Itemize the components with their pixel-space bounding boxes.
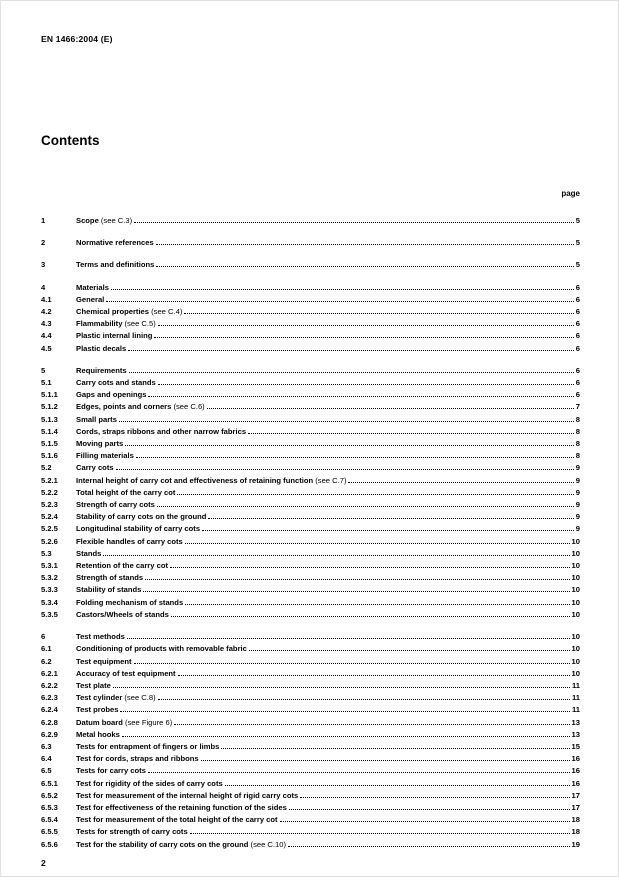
toc-entry-note: (see C.10) xyxy=(248,839,286,849)
toc-entry-number: 4 xyxy=(41,282,46,292)
toc-entry-page: 6 xyxy=(575,343,580,353)
toc-leader-dots xyxy=(154,336,573,338)
toc-entry-title: Accuracy of test equipment xyxy=(76,668,176,678)
toc-entry-page: 10 xyxy=(571,668,580,678)
toc-entry-row[interactable] xyxy=(41,377,580,389)
toc-entry-page: 10 xyxy=(571,597,580,607)
toc-leader-dots xyxy=(145,578,569,580)
toc-entry-page: 6 xyxy=(575,365,580,375)
toc-entry-row[interactable] xyxy=(41,330,580,342)
toc-entry-title: Plastic internal lining xyxy=(76,331,153,341)
toc-leader-dots xyxy=(156,243,574,245)
toc-leader-dots xyxy=(122,735,570,737)
toc-entry-number: 4.1 xyxy=(41,294,52,304)
toc-entry-title: Filling materials xyxy=(76,451,134,461)
toc-entry-row[interactable] xyxy=(41,462,580,474)
toc-entry-number: 4.5 xyxy=(41,343,52,353)
toc-entry-number: 1 xyxy=(41,216,46,225)
toc-entry-title: Retention of the carry cot xyxy=(76,561,168,571)
toc-entry-number: 6.3 xyxy=(41,741,52,751)
toc-entry-row[interactable] xyxy=(41,487,580,499)
toc-entry-page: 11 xyxy=(571,705,580,715)
toc-entry-number: 5.3.4 xyxy=(41,597,58,607)
toc-entry-page: 13 xyxy=(571,717,580,727)
toc-entry-page: 10 xyxy=(571,536,580,546)
toc-entry-page: 8 xyxy=(575,451,580,461)
toc-entry-title: Conditioning of products with removable fabric xyxy=(76,644,247,654)
toc-entry-title: Stands xyxy=(76,548,102,558)
toc-leader-dots xyxy=(158,698,570,700)
contents-heading: Contents xyxy=(41,133,100,148)
toc-entry-title: General xyxy=(76,294,105,304)
toc-leader-dots xyxy=(348,481,573,483)
toc-leader-dots xyxy=(120,710,569,712)
toc-entry-row[interactable] xyxy=(41,753,580,765)
toc-entry-title: Stability of stands xyxy=(76,585,142,595)
toc-leader-dots xyxy=(280,820,570,822)
toc-entry-page: 6 xyxy=(575,378,580,388)
toc-entry-page: 10 xyxy=(571,585,580,595)
toc-entry-row[interactable] xyxy=(41,426,580,438)
toc-leader-dots xyxy=(157,505,574,507)
toc-entry-title: Flexible handles of carry cots xyxy=(76,536,183,546)
toc-entry-number: 6.1 xyxy=(41,644,52,654)
toc-entry-row[interactable] xyxy=(41,438,580,450)
toc-leader-dots xyxy=(289,808,570,810)
toc-leader-dots xyxy=(127,637,570,639)
toc-entry-page: 9 xyxy=(575,500,580,510)
toc-leader-dots xyxy=(148,395,573,397)
toc-entry-title: Test for cords, straps and ribbons xyxy=(76,754,199,764)
toc-entry-title: Plastic decals xyxy=(76,343,127,353)
toc-leader-dots xyxy=(185,603,569,605)
toc-entry-page: 6 xyxy=(575,319,580,329)
toc-entry-number: 5.2.4 xyxy=(41,512,58,522)
toc-leader-dots xyxy=(156,265,573,267)
toc-leader-dots xyxy=(248,432,574,434)
toc-entry-title: Carry cots xyxy=(76,463,114,473)
toc-entry-row[interactable] xyxy=(41,237,580,249)
toc-entry-page: 18 xyxy=(571,827,580,837)
toc-entry-number: 6.5.6 xyxy=(41,839,58,849)
toc-leader-dots xyxy=(158,383,574,385)
toc-entry-page: 10 xyxy=(571,609,580,619)
toc-entry-row[interactable] xyxy=(41,814,580,826)
toc-entry-number: 5.2 xyxy=(41,463,52,473)
toc-entry-row[interactable] xyxy=(41,215,580,227)
toc-entry-row[interactable] xyxy=(41,548,580,560)
toc-leader-dots xyxy=(116,468,574,470)
toc-entry-number: 5.1 xyxy=(41,378,52,388)
toc-entry-row[interactable] xyxy=(41,523,580,535)
toc-leader-dots xyxy=(125,444,574,446)
toc-entry-page: 8 xyxy=(575,426,580,436)
toc-entry-row[interactable] xyxy=(41,631,580,643)
document-identifier: EN 1466:2004 (E) xyxy=(41,34,113,44)
toc-entry-note: (see C.7) xyxy=(313,475,347,485)
toc-entry-row[interactable] xyxy=(41,572,580,584)
toc-entry-number: 5.2.1 xyxy=(41,475,58,485)
toc-entry-row[interactable] xyxy=(41,343,580,355)
toc-entry-number: 6.4 xyxy=(41,754,52,764)
toc-entry-title: Test for measurement of the total height of the carry cot xyxy=(76,815,278,825)
toc-leader-dots xyxy=(111,288,574,290)
toc-entry-page: 11 xyxy=(571,680,580,690)
toc-entry-number: 5.1.4 xyxy=(41,426,58,436)
toc-entry-number: 5.2.3 xyxy=(41,500,58,510)
toc-entry-number: 6.2.1 xyxy=(41,668,58,678)
toc-entry-row[interactable] xyxy=(41,475,580,487)
footer-page-number: 2 xyxy=(41,858,46,868)
toc-leader-dots xyxy=(158,324,574,326)
toc-entry-title: Edges, points and corners xyxy=(76,402,172,412)
toc-entry-page: 18 xyxy=(571,815,580,825)
toc-entry-title: Test equipment xyxy=(76,656,132,666)
toc-entry-row[interactable] xyxy=(41,536,580,548)
toc-entry-page: 16 xyxy=(571,754,580,764)
toc-entry-row[interactable] xyxy=(41,680,580,692)
toc-entry-title: Stability of carry cots on the ground xyxy=(76,512,207,522)
toc-leader-dots xyxy=(184,312,573,314)
toc-entry-title: Materials xyxy=(76,282,109,292)
toc-entry-page: 10 xyxy=(571,644,580,654)
toc-entry-title: Cords, straps ribbons and other narrow fabrics xyxy=(76,426,247,436)
toc-entry-row[interactable] xyxy=(41,765,580,777)
toc-entry-page: 9 xyxy=(575,463,580,473)
toc-entry-title: Small parts xyxy=(76,414,117,424)
toc-entry-row[interactable] xyxy=(41,802,580,814)
toc-entry-title: Scope xyxy=(76,216,99,225)
toc-entry-page: 10 xyxy=(571,656,580,666)
toc-entry-row[interactable] xyxy=(41,294,580,306)
toc-entry-page: 9 xyxy=(575,512,580,522)
toc-entry-title: Test plate xyxy=(76,680,111,690)
toc-entry-page: 19 xyxy=(571,839,580,849)
toc-entry-page: 6 xyxy=(575,282,580,292)
toc-entry-row[interactable] xyxy=(41,839,580,851)
toc-entry-page: 9 xyxy=(575,487,580,497)
toc-entry-number: 5 xyxy=(41,365,46,375)
toc-leader-dots xyxy=(119,420,574,422)
toc-leader-dots xyxy=(208,517,573,519)
toc-leader-dots xyxy=(185,542,570,544)
toc-entry-title: Folding mechanism of stands xyxy=(76,597,184,607)
toc-leader-dots xyxy=(171,615,570,617)
toc-entry-title: Tests for entrapment of fingers or limbs xyxy=(76,741,220,751)
toc-entry-title: Flammability xyxy=(76,319,123,329)
page-column-label: page xyxy=(561,189,580,198)
toc-entry-title: Test for the stability of carry cots on the ground xyxy=(76,839,249,849)
toc-entry-row[interactable] xyxy=(41,282,580,294)
toc-entry-page: 17 xyxy=(571,790,580,800)
toc-entry-number: 5.2.5 xyxy=(41,524,58,534)
toc-entry-number: 6.2.2 xyxy=(41,680,58,690)
toc-entry-page: 10 xyxy=(571,573,580,583)
toc-entry-row[interactable] xyxy=(41,656,580,668)
toc-entry-page: 5 xyxy=(575,216,580,225)
toc-entry-page: 10 xyxy=(571,561,580,571)
toc-entry-page: 8 xyxy=(575,414,580,424)
toc-entry-row[interactable] xyxy=(41,778,580,790)
toc-entry-row[interactable] xyxy=(41,584,580,596)
toc-entry-row[interactable] xyxy=(41,643,580,655)
toc-entry-row[interactable] xyxy=(41,741,580,753)
toc-leader-dots xyxy=(148,771,570,773)
toc-entry-row[interactable] xyxy=(41,729,580,741)
toc-entry-row[interactable] xyxy=(41,790,580,802)
toc-leader-dots xyxy=(113,686,570,688)
toc-entry-number: 6.5 xyxy=(41,766,52,776)
toc-entry-title: Strength of carry cots xyxy=(76,500,155,510)
toc-leader-dots xyxy=(201,759,570,761)
toc-leader-dots xyxy=(134,662,570,664)
toc-entry-page: 5 xyxy=(575,260,580,270)
toc-entry-row[interactable] xyxy=(41,450,580,462)
toc-entry-page: 5 xyxy=(575,238,580,248)
toc-entry-row[interactable] xyxy=(41,365,580,377)
toc-entry-title: Test cylinder xyxy=(76,693,123,703)
toc-entry-number: 6.2.3 xyxy=(41,693,58,703)
toc-entry-page: 6 xyxy=(575,294,580,304)
toc-leader-dots xyxy=(225,784,570,786)
toc-leader-dots xyxy=(300,796,569,798)
toc-leader-dots xyxy=(249,649,570,651)
toc-entry-page: 17 xyxy=(571,802,580,812)
toc-leader-dots xyxy=(129,371,574,373)
toc-entry-number: 6.5.5 xyxy=(41,827,58,837)
toc-entry-title: Test for rigidity of the sides of carry cots xyxy=(76,778,223,788)
toc-entry-row[interactable] xyxy=(41,609,580,621)
toc-entry-number: 5.1.5 xyxy=(41,439,58,449)
toc-entry-number: 4.2 xyxy=(41,307,52,317)
toc-entry-number: 3 xyxy=(41,260,46,270)
toc-entry-number: 5.1.2 xyxy=(41,402,58,412)
toc-entry-row[interactable] xyxy=(41,704,580,716)
toc-entry-row[interactable] xyxy=(41,826,580,838)
toc-leader-dots xyxy=(143,590,569,592)
toc-entry-row[interactable] xyxy=(41,668,580,680)
toc-entry-number: 6.2.9 xyxy=(41,729,58,739)
toc-leader-dots xyxy=(190,832,570,834)
toc-entry-page: 10 xyxy=(571,632,580,642)
toc-entry-number: 5.2.2 xyxy=(41,487,58,497)
toc-entry-title: Strength of stands xyxy=(76,573,144,583)
toc-entry-number: 6.2.8 xyxy=(41,717,58,727)
toc-entry-title: Datum board xyxy=(76,717,123,727)
toc-entry-row[interactable] xyxy=(41,318,580,330)
toc-entry-page: 10 xyxy=(571,548,580,558)
toc-entry-page: 11 xyxy=(571,693,580,703)
toc-entry-note: (see Figure 6) xyxy=(122,717,173,727)
toc-entry-title: Terms and definitions xyxy=(76,260,155,270)
toc-leader-dots xyxy=(128,349,574,351)
toc-entry-title: Carry cots and stands xyxy=(76,378,156,388)
toc-entry-page: 6 xyxy=(575,331,580,341)
toc-entry-page: 13 xyxy=(571,729,580,739)
toc-entry-page: 16 xyxy=(571,778,580,788)
toc-entry-note: (see C.5) xyxy=(122,319,156,329)
toc-entry-row[interactable] xyxy=(41,597,580,609)
toc-entry-row[interactable] xyxy=(41,259,580,271)
toc-entry-number: 5.2.6 xyxy=(41,536,58,546)
toc-entry-title: Longitudinal stability of carry cots xyxy=(76,524,201,534)
toc-entry-number: 5.3.5 xyxy=(41,609,58,619)
toc-entry-note: (see C.6) xyxy=(171,402,205,412)
toc-entry-number: 6.5.3 xyxy=(41,802,58,812)
toc-entry-row[interactable] xyxy=(41,389,580,401)
toc-entry-number: 6.2 xyxy=(41,656,52,666)
toc-entry-number: 6 xyxy=(41,632,46,642)
toc-entry-row[interactable] xyxy=(41,499,580,511)
toc-entry-page: 9 xyxy=(575,475,580,485)
toc-entry-title: Requirements xyxy=(76,365,127,375)
toc-entry-number: 6.5.2 xyxy=(41,790,58,800)
toc-entry-row[interactable] xyxy=(41,560,580,572)
toc-entry-page: 6 xyxy=(575,390,580,400)
toc-entry-number: 5.3.1 xyxy=(41,561,58,571)
toc-entry-number: 5.3.2 xyxy=(41,573,58,583)
toc-entry-title: Chemical properties xyxy=(76,307,150,317)
toc-entry-number: 5.1.6 xyxy=(41,451,58,461)
toc-entry-page: 7 xyxy=(575,402,580,412)
toc-entry-title: Internal height of carry cot and effectiveness of retaining function xyxy=(76,475,314,485)
toc-entry-title: Gaps and openings xyxy=(76,390,147,400)
toc-entry-number: 2 xyxy=(41,238,46,248)
toc-entry-row[interactable] xyxy=(41,401,580,413)
toc-entry-row[interactable] xyxy=(41,414,580,426)
toc-leader-dots xyxy=(207,407,574,409)
table-of-contents xyxy=(41,215,580,851)
toc-entry-number: 4.4 xyxy=(41,331,52,341)
toc-leader-dots xyxy=(174,723,569,725)
toc-entry-number: 4.3 xyxy=(41,319,52,329)
toc-leader-dots xyxy=(136,456,574,458)
toc-entry-title: Metal hooks xyxy=(76,729,120,739)
toc-leader-dots xyxy=(106,300,573,302)
toc-entry-page: 8 xyxy=(575,439,580,449)
toc-entry-page: 6 xyxy=(575,307,580,317)
toc-entry-row[interactable] xyxy=(41,717,580,729)
toc-leader-dots xyxy=(221,747,569,749)
toc-leader-dots xyxy=(134,221,574,223)
toc-leader-dots xyxy=(202,529,574,531)
toc-entry-title: Test for measurement of the internal height of rigid carry cots xyxy=(76,790,299,800)
toc-entry-title: Tests for strength of carry cots xyxy=(76,827,188,837)
toc-entry-title: Test methods xyxy=(76,632,125,642)
toc-entry-number: 5.1.1 xyxy=(41,390,58,400)
toc-entry-number: 6.2.4 xyxy=(41,705,58,715)
toc-leader-dots xyxy=(177,493,573,495)
toc-entry-number: 5.3 xyxy=(41,548,52,558)
toc-entry-title: Moving parts xyxy=(76,439,124,449)
toc-leader-dots xyxy=(288,845,570,847)
toc-entry-page: 16 xyxy=(571,766,580,776)
toc-leader-dots xyxy=(178,674,570,676)
toc-entry-note: (see C.8) xyxy=(122,693,156,703)
toc-entry-note: (see C.4) xyxy=(149,307,183,317)
toc-entry-row[interactable] xyxy=(41,511,580,523)
toc-entry-title: Tests for carry cots xyxy=(76,766,146,776)
toc-entry-title: Normative references xyxy=(76,238,154,248)
toc-entry-number: 6.5.4 xyxy=(41,815,58,825)
toc-entry-page: 9 xyxy=(575,524,580,534)
toc-leader-dots xyxy=(170,566,570,568)
toc-entry-row[interactable] xyxy=(41,692,580,704)
toc-entry-number: 5.3.3 xyxy=(41,585,58,595)
toc-entry-title: Test probes xyxy=(76,705,119,715)
toc-entry-title: Test for effectiveness of the retaining function of the sides xyxy=(76,802,287,812)
toc-entry-number: 6.5.1 xyxy=(41,778,58,788)
toc-entry-page: 15 xyxy=(571,741,580,751)
toc-entry-number: 5.1.3 xyxy=(41,414,58,424)
toc-entry-row[interactable] xyxy=(41,306,580,318)
toc-entry-title: Total height of the carry cot xyxy=(76,487,176,497)
toc-entry-note: (see C.3) xyxy=(98,216,133,225)
toc-leader-dots xyxy=(103,554,569,556)
toc-entry-title: Castors/Wheels of stands xyxy=(76,609,169,619)
